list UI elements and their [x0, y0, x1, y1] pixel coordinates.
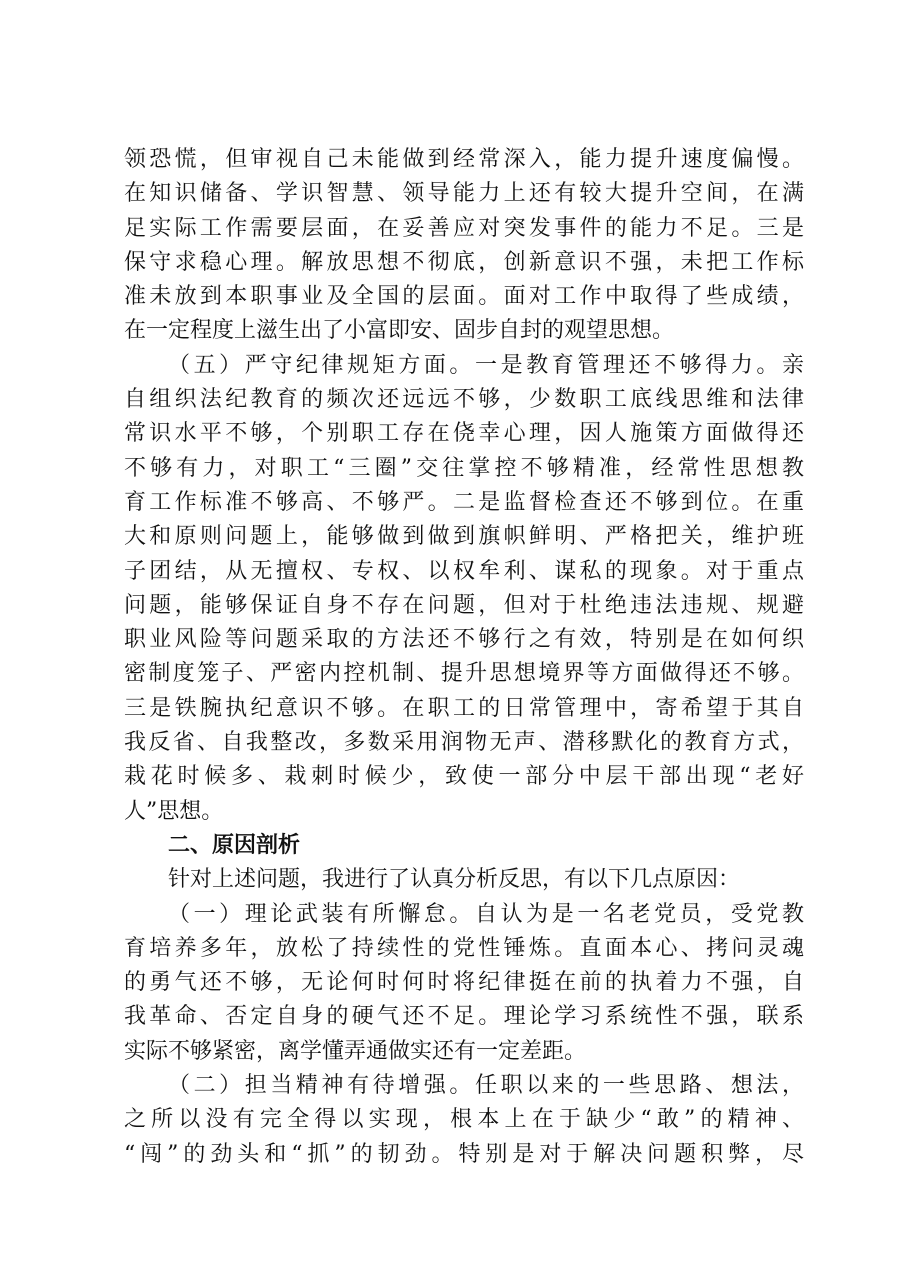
text-line: 足实际工作需要层面，在妥善应对突发事件的能力不足。三是	[124, 215, 804, 241]
text-line: 不够有力，对职工“三圈”交往掌控不够精准，经常性思想教	[124, 455, 804, 481]
text-line: 问题，能够保证自身不存在问题，但对于杜绝违法违规、规避	[124, 592, 804, 618]
text-line: 三是铁腕执纪意识不够。在职工的日常管理中，寄希望于其自	[124, 695, 804, 721]
text-line: 子团结，从无擅权、专权、以权牟利、谋私的现象。对于重点	[124, 558, 804, 584]
text-line: “闯”的劲头和“抓”的韧劲。特别是对于解决问题积弊，尽	[124, 1141, 804, 1167]
text-line: 领恐慌，但审视自己未能做到经常深入，能力提升速度偏慢。	[124, 147, 804, 172]
text-line: 常识水平不够，个别职工存在侥幸心理，因人施策方面做得还	[124, 421, 804, 447]
section-heading	[124, 829, 804, 863]
paragraph	[124, 349, 804, 829]
text-line: 育工作标准不够高、不够严。二是监督检查还不够到位。在重	[124, 489, 804, 515]
paragraph	[124, 143, 804, 349]
text-line: 职业风险等问题采取的方法还不够行之有效，特别是在如何织	[124, 627, 804, 653]
text-line: 我革命、否定自身的硬气还不足。理论学习系统性不强，联系	[124, 1004, 804, 1030]
text-line: （一）理论武装有所懈怠。自认为是一名老党员，受党教	[168, 901, 804, 927]
text-line: 人”思想。	[124, 798, 224, 824]
text-line: 针对上述问题，我进行了认真分析反思，有以下几点原因：	[168, 867, 741, 893]
text-line: 栽花时候多、栽刺时候少，致使一部分中层干部出现“老好	[124, 764, 804, 790]
text-line: 准未放到本职事业及全国的层面。面对工作中取得了些成绩，	[124, 284, 804, 310]
heading-text: 二、原因剖析	[168, 832, 301, 858]
text-line: 的勇气还不够，无论何时何时将纪律挺在前的执着力不强，自	[124, 970, 804, 996]
text-line: 实际不够紧密，离学懂弄通做实还有一定差距。	[124, 1038, 587, 1064]
text-line: 育培养多年，放松了持续性的党性锤炼。直面本心、拷问灵魂	[124, 935, 804, 961]
text-line: 我反省、自我整改，多数采用润物无声、潜移默化的教育方式，	[124, 730, 804, 756]
text-line: （五）严守纪律规矩方面。一是教育管理还不够得力。亲	[168, 352, 804, 378]
text-line: 在知识储备、学识智慧、领导能力上还有较大提升空间，在满	[124, 181, 804, 207]
paragraph	[124, 1069, 804, 1172]
text-line: 之所以没有完全得以实现，根本上在于缺少“敢”的精神、	[124, 1107, 804, 1133]
document-page	[124, 143, 804, 1172]
text-line: 保守求稳心理。解放思想不彻底，创新意识不强，未把工作标	[124, 249, 804, 275]
text-line: 密制度笼子、严密内控机制、提升思想境界等方面做得还不够。	[124, 661, 804, 687]
paragraph	[124, 898, 804, 1069]
text-line: 在一定程度上滋生出了小富即安、固步自封的观望思想。	[124, 318, 675, 344]
text-line: （二）担当精神有待增强。任职以来的一些思路、想法，	[168, 1073, 804, 1099]
text-line: 大和原则问题上，能够做到做到旗帜鲜明、严格把关，维护班	[124, 524, 804, 550]
paragraph	[124, 863, 804, 897]
text-line: 自组织法纪教育的频次还远远不够，少数职工底线思维和法律	[124, 387, 804, 413]
